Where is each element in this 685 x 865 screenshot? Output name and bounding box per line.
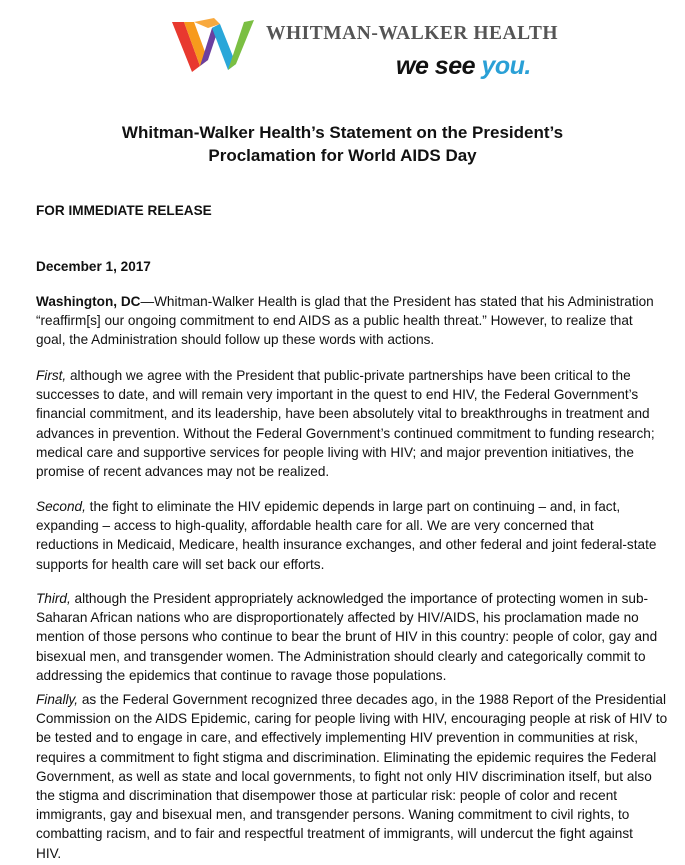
w-mark-icon — [170, 14, 262, 76]
paragraph-finally — [36, 690, 668, 863]
tagline-we-see: we see — [396, 52, 476, 80]
paragraph-line: advances in prevention. Without the Federal Government’s continued commitment to funding research; — [36, 425, 655, 441]
title-line-2: Proclamation for World AIDS Day — [208, 146, 477, 165]
logo-stripe-green — [228, 20, 254, 70]
paragraph-line: promise of recent advances may not be realized. — [36, 464, 330, 480]
brand-tagline — [396, 52, 531, 81]
paragraph-lead-word: First, — [36, 368, 67, 383]
paragraph-line: mention of those persons who continue to bear the brunt of HIV in this country: people of color, gay and — [36, 629, 658, 645]
document-title — [0, 121, 685, 167]
paragraph-line: Commission on the AIDS Epidemic, caring for people living with HIV, encouraging people at risk of HIV to — [36, 711, 668, 727]
paragraph-line: requires a commitment to fight stigma and discrimination. Eliminating the epidemic requires the Federal — [36, 749, 657, 765]
paragraph-line: addressing the epidemics that continue to ravage those populations. — [36, 667, 447, 683]
paragraph-line: supports for health care will set back our efforts. — [36, 556, 325, 572]
paragraph-line: immigrants, gay and bisexual men, and transgender persons. Waning commitment to civil rights, to — [36, 807, 630, 823]
paragraph-line: financial commitment, and its leadership, have been absolutely vital to breakthroughs in treatment and — [36, 406, 650, 422]
paragraph-line: be tested and to engage in care, and effectively implementing HIV prevention in communities at risk, — [36, 730, 638, 746]
paragraph-line: Washington, DC—Whitman-Walker Health is glad that the President has stated that his Administration — [36, 294, 654, 309]
paragraph-line: expanding – access to high-quality, affordable health care for all. We are very concerned that — [36, 518, 594, 534]
paragraph-line: First, although we agree with the President that public-private partnerships have been critical to the — [36, 368, 631, 383]
paragraph-line: goal, the Administration should follow up these words with actions. — [36, 332, 435, 348]
brand-name: WHITMAN-WALKER HEALTH — [266, 23, 559, 44]
title-line-1: Whitman-Walker Health’s Statement on the President’s — [121, 123, 564, 142]
paragraph-third — [36, 589, 662, 685]
paragraph-line: “reaffirm[s] our ongoing commitment to end AIDS as a public health threat.” However, to realize that — [36, 313, 633, 329]
paragraph-line: Second, the fight to eliminate the HIV epidemic depends in large part on continuing – and, in fact, — [36, 499, 621, 514]
paragraph-line: Third, although the President appropriately acknowledged the importance of protecting women in sub- — [36, 591, 649, 606]
paragraph-first — [36, 366, 662, 481]
paragraph-line: medical care and supportive services for people living with HIV; and major prevention initiatives, the — [36, 444, 634, 460]
paragraph-washington — [36, 292, 662, 350]
paragraph-line: Government, as well as state and local governments, to fight not only HIV discrimination itself, but also — [36, 768, 652, 784]
paragraph-line: Finally, as the Federal Government recognized three decades ago, in the 1988 Report of the Presidential — [36, 692, 666, 707]
paragraph-lead-word: Second, — [36, 499, 86, 514]
paragraph-lead-word: Third, — [36, 591, 71, 606]
release-label: FOR IMMEDIATE RELEASE — [36, 203, 212, 218]
paragraph-line: HIV. — [36, 845, 62, 861]
paragraph-second — [36, 497, 662, 574]
tagline-you: you. — [481, 52, 531, 80]
paragraph-lead-word: Finally, — [36, 692, 79, 707]
dateline: Washington, DC — [36, 294, 141, 309]
paragraph-line: the stigma and discrimination that disempower those at particular risk: people of color and recent — [36, 788, 618, 804]
organization-logo — [170, 14, 559, 84]
paragraph-line: combatting racism, and to fair and respectful treatment of immigrants, will undercut the fight against — [36, 826, 633, 842]
paragraph-line: bisexual men, and transgender women. The Administration should clearly and categorically commit to — [36, 648, 646, 664]
paragraph-line: reductions in Medicaid, Medicare, health insurance exchanges, and other federal and joint federal-state — [36, 537, 657, 553]
release-date: December 1, 2017 — [36, 259, 151, 274]
paragraph-line: Saharan African nations who are disproportionately affected by HIV/AIDS, his proclamation made no — [36, 610, 639, 626]
paragraph-line: successes to date, and will remain very important in the quest to end HIV, the Federal Government’s — [36, 387, 639, 403]
